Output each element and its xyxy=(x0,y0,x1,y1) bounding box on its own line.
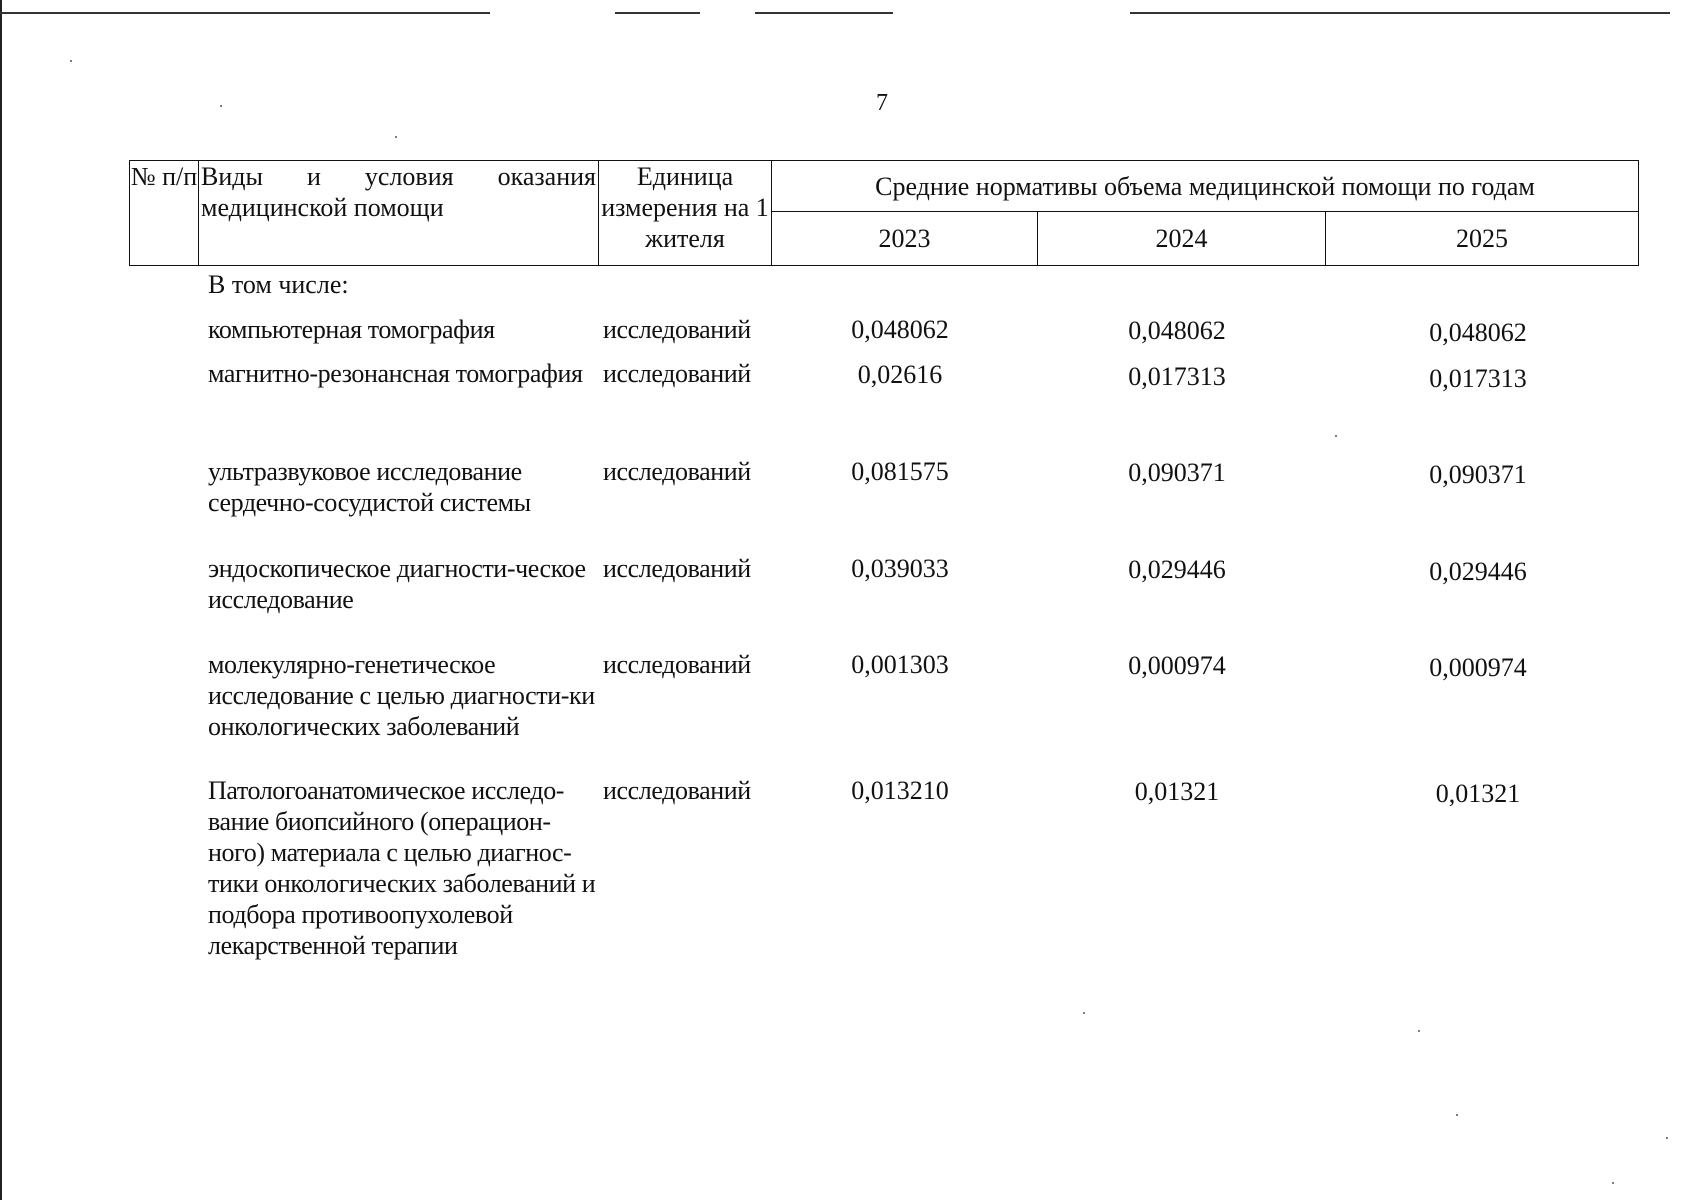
row-value-2024: 0,017313 xyxy=(1128,362,1226,391)
row-label: эндоскопическое диагности-ческое исследование xyxy=(208,554,586,614)
top-rule xyxy=(755,12,893,14)
page-number: 7 xyxy=(876,90,888,116)
row-unit: исследований xyxy=(603,359,751,388)
header-kind-col xyxy=(199,161,599,266)
scan-speck xyxy=(70,60,72,62)
header-year-2024: 2024 xyxy=(1038,212,1326,266)
header-unit-col: Единица измерения на 1 жителя xyxy=(599,161,772,266)
row-value-2024: 0,000974 xyxy=(1128,651,1226,680)
scan-speck xyxy=(1666,1137,1668,1139)
scan-speck xyxy=(1456,1114,1458,1116)
header-year-2025: 2025 xyxy=(1326,212,1639,266)
top-rule xyxy=(615,12,700,14)
header-table xyxy=(129,160,1639,266)
scan-speck xyxy=(1335,435,1337,437)
header-kind-line1: Виды и условия оказания xyxy=(201,162,596,191)
scan-speck xyxy=(220,105,222,107)
row-label: ультразвуковое исследование сердечно-сосудистой системы xyxy=(208,457,531,517)
row-value-2025: 0,000974 xyxy=(1429,653,1527,682)
row-value-2023: 0,048062 xyxy=(851,315,949,344)
row-value-2025: 0,01321 xyxy=(1435,779,1521,808)
row-unit: исследований xyxy=(603,315,751,344)
row-value-2025: 0,048062 xyxy=(1429,318,1527,347)
scan-speck xyxy=(1083,1012,1085,1014)
scan-speck xyxy=(395,136,397,138)
scan-speck xyxy=(1418,1030,1420,1032)
row-value-2024: 0,01321 xyxy=(1134,777,1220,806)
row-value-2023: 0,02616 xyxy=(857,360,943,389)
row-value-2025: 0,090371 xyxy=(1429,460,1527,489)
row-value-2023: 0,081575 xyxy=(851,457,949,486)
row-value-2023: 0,039033 xyxy=(851,554,949,583)
row-value-2024: 0,090371 xyxy=(1128,458,1226,487)
subheading: В том числе: xyxy=(208,270,349,299)
row-value-2025: 0,017313 xyxy=(1429,364,1527,393)
header-group-col: Средние нормативы объема медицинской помощи по годам xyxy=(772,161,1639,212)
top-rule xyxy=(0,12,490,14)
row-unit: исследований xyxy=(603,457,751,486)
row-unit: исследований xyxy=(603,650,751,679)
row-unit: исследований xyxy=(603,554,751,583)
scan-speck xyxy=(1612,1182,1614,1184)
row-value-2025: 0,029446 xyxy=(1429,557,1527,586)
header-kind-line2: медицинской помощи xyxy=(201,193,444,222)
row-label: компьютерная томография xyxy=(208,315,495,344)
row-value-2024: 0,048062 xyxy=(1128,316,1226,345)
row-label: молекулярно-генетическое исследование с целью диагности-ки онкологических заболеваний xyxy=(208,650,595,741)
row-value-2023: 0,013210 xyxy=(851,776,949,805)
row-label: Патологоанатомическое исследо-вание биопсийного (операцион-ного) материала с целью диагнос-тики онкологических заболеваний и подбора противоопухолевой лекарственной терапии xyxy=(208,776,596,960)
row-value-2024: 0,029446 xyxy=(1128,555,1226,584)
header-year-2023: 2023 xyxy=(772,212,1038,266)
row-unit: исследований xyxy=(603,776,751,805)
top-rule xyxy=(1130,12,1670,14)
row-value-2023: 0,001303 xyxy=(851,650,949,679)
header-num-col: № п/п xyxy=(130,161,199,266)
row-label: магнитно-резонансная томография xyxy=(208,359,583,388)
